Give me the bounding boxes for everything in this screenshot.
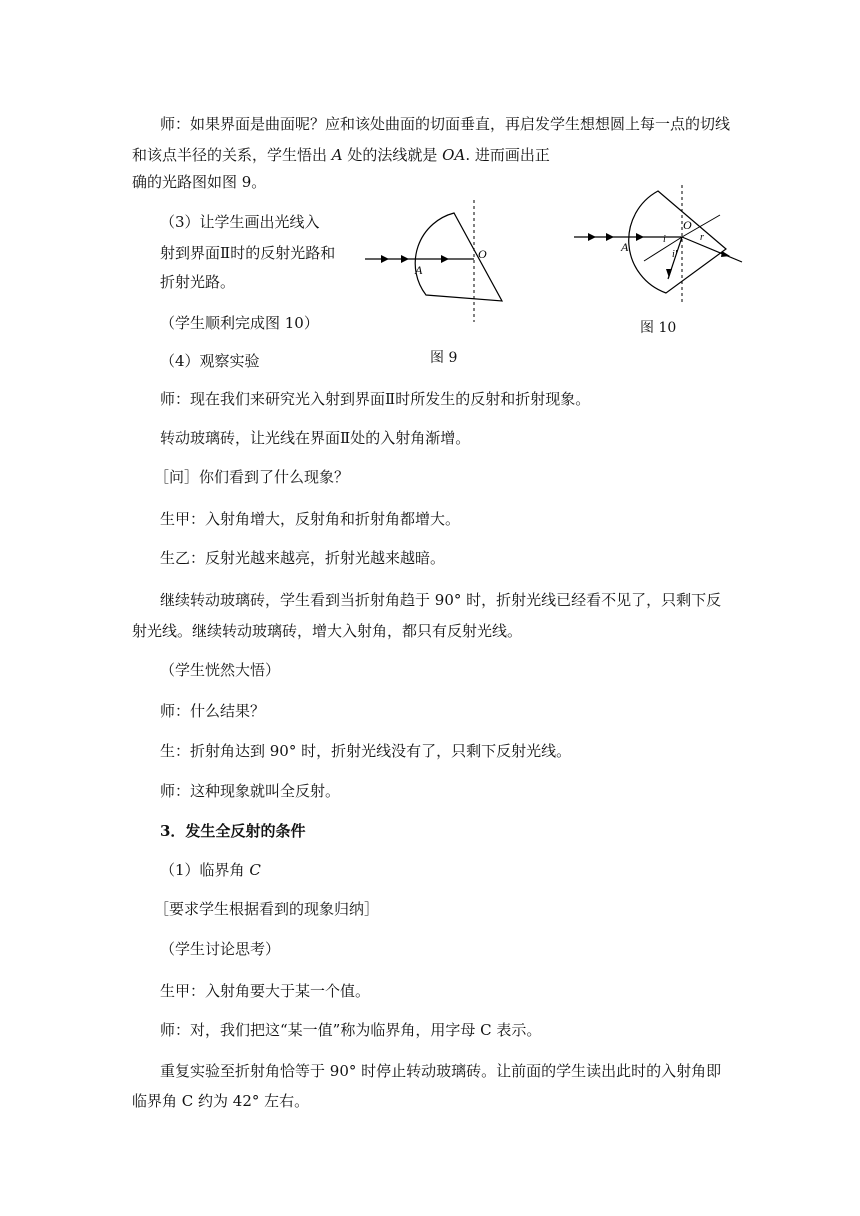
text-run: 处的法线就是: [342, 146, 443, 164]
glass-semicircle: [629, 191, 726, 293]
paragraph-line: 生甲：入射角要大于某一个值。: [160, 982, 371, 1000]
glass-semicircle: [415, 213, 502, 301]
symbol-C: C: [249, 861, 261, 879]
figure-10-caption: 图 10: [640, 320, 677, 336]
figure-9-caption: 图 9: [430, 350, 458, 366]
step3-line: 折射光路。: [160, 273, 236, 291]
fig10-label-O: O: [683, 218, 692, 232]
paragraph-line: 师：这种现象就叫全反射。: [160, 782, 341, 800]
fig9-label-A: A: [415, 263, 423, 277]
paragraph-line: 转动玻璃砖，让光线在界面Ⅱ处的入射角渐增。: [160, 429, 471, 447]
section-heading: 3．发生全反射的条件: [160, 822, 306, 840]
text-run: （1）临界角: [160, 861, 250, 879]
paragraph-line: 师：什么结果？: [160, 702, 266, 720]
point-A-text: A: [331, 146, 343, 164]
paragraph-line: 临界角 C 约为 42° 左右。: [132, 1092, 310, 1110]
step4-heading: （4）观察实验: [160, 352, 260, 370]
segment-OA-text: OA: [442, 146, 466, 164]
paragraph-line: 生甲：入射角增大，反射角和折射角都增大。: [160, 510, 461, 528]
paragraph-line: 师：现在我们来研究光入射到界面Ⅱ时所发生的反射和折射现象。: [160, 390, 591, 408]
step3-note: （学生顺利完成图 10）: [160, 314, 319, 332]
fig10-label-A: A: [621, 240, 629, 254]
paragraph-line: （学生恍然大悟）: [160, 661, 281, 679]
subsection-heading: [160, 861, 261, 879]
paragraph-line: 继续转动玻璃砖，学生看到当折射角趋于 90° 时，折射光线已经看不见了，只剩下反: [160, 591, 722, 609]
paragraph-line: [132, 146, 550, 164]
refracted-ray: [682, 237, 742, 262]
step3-line: 射到界面Ⅱ时的反射光路和: [160, 244, 336, 262]
fig10-label-i-prime: i': [672, 249, 677, 260]
paragraph-line: 师：对，我们把这“某一值”称为临界角，用字母 C 表示。: [160, 1021, 542, 1039]
figure-9-diagram: [363, 200, 513, 325]
paragraph-line: （学生讨论思考）: [160, 940, 281, 958]
step3-line: （3）让学生画出光线入: [160, 213, 320, 231]
paragraph-line: 师：如果界面是曲面呢？应和该处曲面的切面垂直，再启发学生想想圆上每一点的切线: [160, 115, 731, 133]
paragraph-line: 射光线。继续转动玻璃砖，增大入射角，都只有反射光线。: [132, 622, 523, 640]
fig9-label-O: O: [478, 247, 487, 261]
text-run: . 进而画出正: [465, 146, 550, 164]
paragraph-line: 重复实验至折射角恰等于 90° 时停止转动玻璃砖。让前面的学生读出此时的入射角即: [160, 1062, 722, 1080]
paragraph-line: 确的光路图如图 9。: [132, 173, 267, 191]
fig10-label-i: i: [663, 234, 666, 245]
paragraph-line: ［要求学生根据看到的现象归纳］: [154, 900, 380, 918]
fig10-label-r: r: [700, 232, 704, 243]
paragraph-line: 生乙：反射光越来越亮，折射光越来越暗。: [160, 549, 446, 567]
paragraph-line: 生：折射角达到 90° 时，折射光线没有了，只剩下反射光线。: [160, 742, 572, 760]
paragraph-line: ［问］你们看到了什么现象？: [154, 468, 350, 486]
text-run: 和该点半径的关系，学生悟出: [132, 146, 332, 164]
figure-10-diagram: [572, 185, 744, 307]
